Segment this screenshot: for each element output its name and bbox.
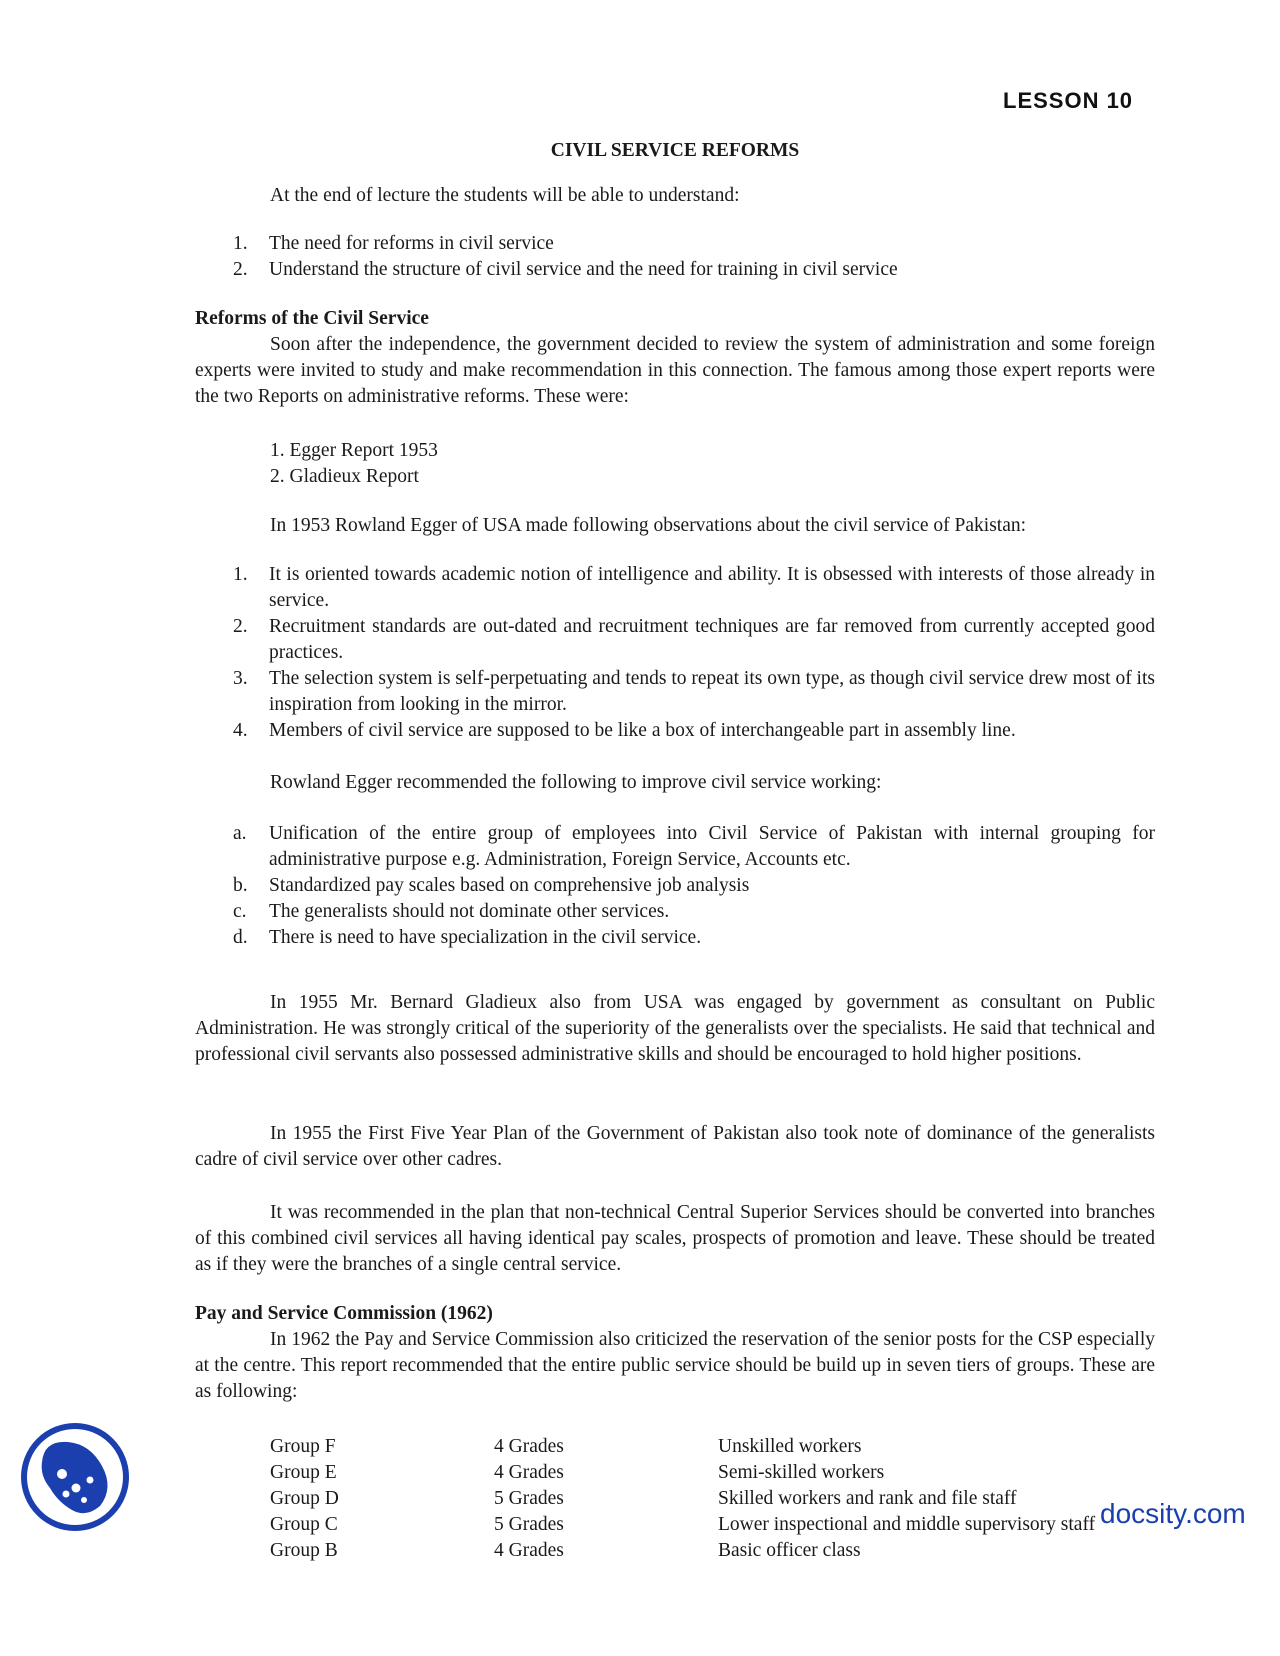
- group-name: Group C: [270, 1514, 338, 1535]
- group-grades: 5 Grades: [494, 1488, 564, 1509]
- group-description: Lower inspectional and middle supervisory staff: [718, 1514, 1096, 1535]
- observation-text: Members of civil service are supposed to be like a box of interchangeable part in assembly line.: [269, 720, 1016, 741]
- recommendation-letter: a.: [233, 823, 247, 844]
- objective-number: 1.: [233, 233, 248, 254]
- group-description: Basic officer class: [718, 1540, 861, 1561]
- section-paragraph: Soon after the independence, the government decided to review the system of administration and some foreign experts were invited to study and make recommendation in this connection. The famous among those expert reports were the two Reports on administrative reforms. These were:: [195, 334, 1155, 407]
- report-item: 1. Egger Report 1953: [270, 440, 438, 461]
- observation-number: 4.: [233, 720, 248, 741]
- recommendation-text: There is need to have specialization in the civil service.: [269, 927, 702, 948]
- group-grades: 4 Grades: [494, 1462, 564, 1483]
- recommendation-lead: Rowland Egger recommended the following to improve civil service working:: [270, 772, 882, 793]
- group-grades: 4 Grades: [494, 1436, 564, 1457]
- group-description: Semi-skilled workers: [718, 1462, 885, 1483]
- objective-text: The need for reforms in civil service: [269, 233, 554, 254]
- observation-text: Recruitment standards are out-dated and recruitment techniques are far removed from currently accepted good practices.: [269, 616, 1155, 663]
- group-description: Unskilled workers: [718, 1436, 862, 1457]
- observation-number: 3.: [233, 668, 248, 689]
- recommendation-letter: c.: [233, 901, 247, 922]
- gladieux-paragraph: In 1955 Mr. Bernard Gladieux also from USA was engaged by government as consultant on Public Administration. He was strongly critical of the superiority of the generalists over the specialists. He said that technical and professional civil servants also possessed administrative skills and should be encouraged to hold higher positions.: [195, 992, 1155, 1065]
- group-name: Group E: [270, 1462, 337, 1483]
- group-description: Skilled workers and rank and file staff: [718, 1488, 1017, 1509]
- recommendation-text: Unification of the entire group of employees into Civil Service of Pakistan with internal grouping for administrative purpose e.g. Administration, Foreign Service, Accounts etc.: [269, 823, 1155, 870]
- plan-recommendation-paragraph: It was recommended in the plan that non-technical Central Superior Services should be converted into branches of this combined civil services all having identical pay scales, prospects of promotion and leave. These should be treated as if they were the branches of a single central service.: [195, 1202, 1155, 1275]
- group-grades: 5 Grades: [494, 1514, 564, 1535]
- recommendation-letter: d.: [233, 927, 248, 948]
- section-paragraph: In 1962 the Pay and Service Commission also criticized the reservation of the senior posts for the CSP especially at the centre. This report recommended that the entire public service should be build up in seven tiers of groups. These are as following:: [195, 1329, 1155, 1402]
- plan-paragraph: In 1955 the First Five Year Plan of the Government of Pakistan also took note of dominance of the generalists cadre of civil service over other cadres.: [195, 1123, 1155, 1170]
- docsity-logo-icon: [20, 1422, 130, 1532]
- group-name: Group D: [270, 1488, 339, 1509]
- recommendation-letter: b.: [233, 875, 248, 896]
- report-item: 2. Gladieux Report: [270, 466, 419, 487]
- objective-text: Understand the structure of civil service and the need for training in civil service: [269, 259, 898, 280]
- egger-lead: In 1953 Rowland Egger of USA made following observations about the civil service of Pakistan:: [270, 515, 1027, 536]
- intro-lead: At the end of lecture the students will be able to understand:: [270, 185, 740, 206]
- lesson-label: LESSON 10: [1003, 88, 1134, 113]
- docsity-watermark[interactable]: docsity.com: [1100, 1498, 1246, 1529]
- recommendation-text: The generalists should not dominate other services.: [269, 901, 670, 922]
- group-name: Group F: [270, 1436, 336, 1457]
- observation-number: 1.: [233, 564, 248, 585]
- objective-number: 2.: [233, 259, 248, 280]
- recommendation-text: Standardized pay scales based on comprehensive job analysis: [269, 875, 750, 896]
- observation-text: The selection system is self-perpetuating and tends to repeat its own type, as though civil service drew most of its inspiration from looking in the mirror.: [269, 668, 1155, 715]
- observation-number: 2.: [233, 616, 248, 637]
- page-title: CIVIL SERVICE REFORMS: [550, 140, 800, 161]
- observation-text: It is oriented towards academic notion of intelligence and ability. It is obsessed with interests of those already in service.: [269, 564, 1155, 611]
- group-grades: 4 Grades: [494, 1540, 564, 1561]
- group-name: Group B: [270, 1540, 338, 1561]
- section-heading: Pay and Service Commission (1962): [195, 1303, 493, 1324]
- section-heading: Reforms of the Civil Service: [195, 308, 429, 329]
